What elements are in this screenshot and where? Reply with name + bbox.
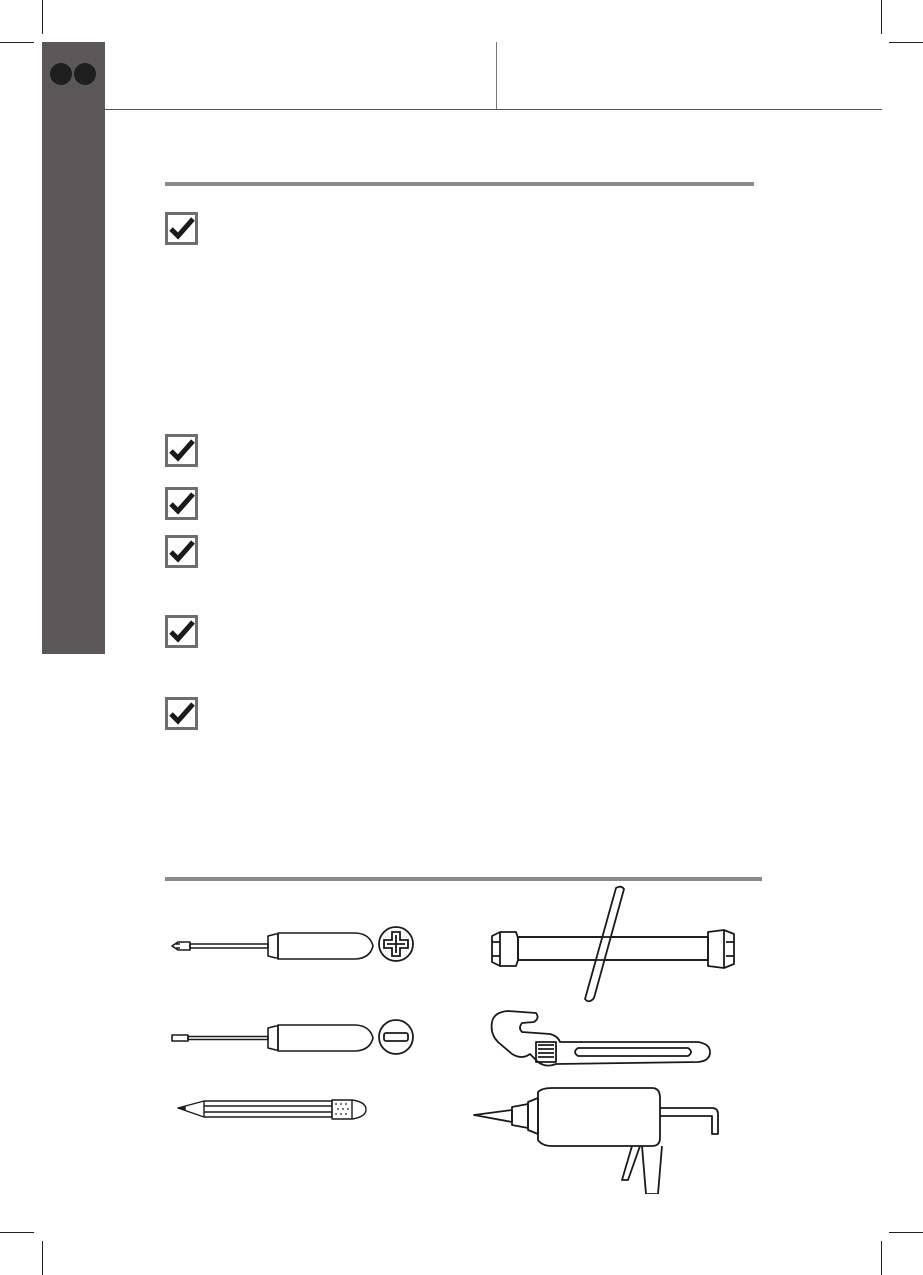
marker-dot [74,63,96,85]
crop-mark-top-left-v [42,0,43,34]
slotted-head-icon [377,1018,415,1056]
tube-box-spanner-icon [488,884,742,1006]
marker-dot [50,63,72,85]
crop-mark-bottom-left-v [42,1241,43,1275]
checkbox-checked-icon [165,487,198,520]
flathead-screwdriver-icon [170,1020,376,1056]
caulking-gun-icon [472,1084,724,1194]
side-band [42,42,105,654]
crop-mark-bottom-right-h [889,1232,923,1233]
phillips-screwdriver-icon [170,928,376,964]
header-rule [105,109,882,110]
crop-mark-bottom-left-h [0,1232,34,1233]
checkbox-checked-icon [165,535,198,568]
checkbox-checked-icon [165,697,198,730]
header-divider [496,42,497,109]
pencil-icon [176,1096,372,1126]
section-rule-top [165,182,754,186]
crop-mark-bottom-right-v [881,1241,882,1275]
adjustable-wrench-icon [488,1008,714,1078]
section-rule-tools [165,877,762,881]
phillips-head-icon [377,925,415,963]
checkbox-checked-icon [165,615,198,648]
crop-mark-top-right-h [889,42,923,43]
crop-mark-top-left-h [0,42,34,43]
page-marker-dots [50,63,98,85]
checkbox-checked-icon [165,434,198,467]
crop-mark-top-right-v [881,0,882,34]
checkbox-checked-icon [165,212,198,245]
